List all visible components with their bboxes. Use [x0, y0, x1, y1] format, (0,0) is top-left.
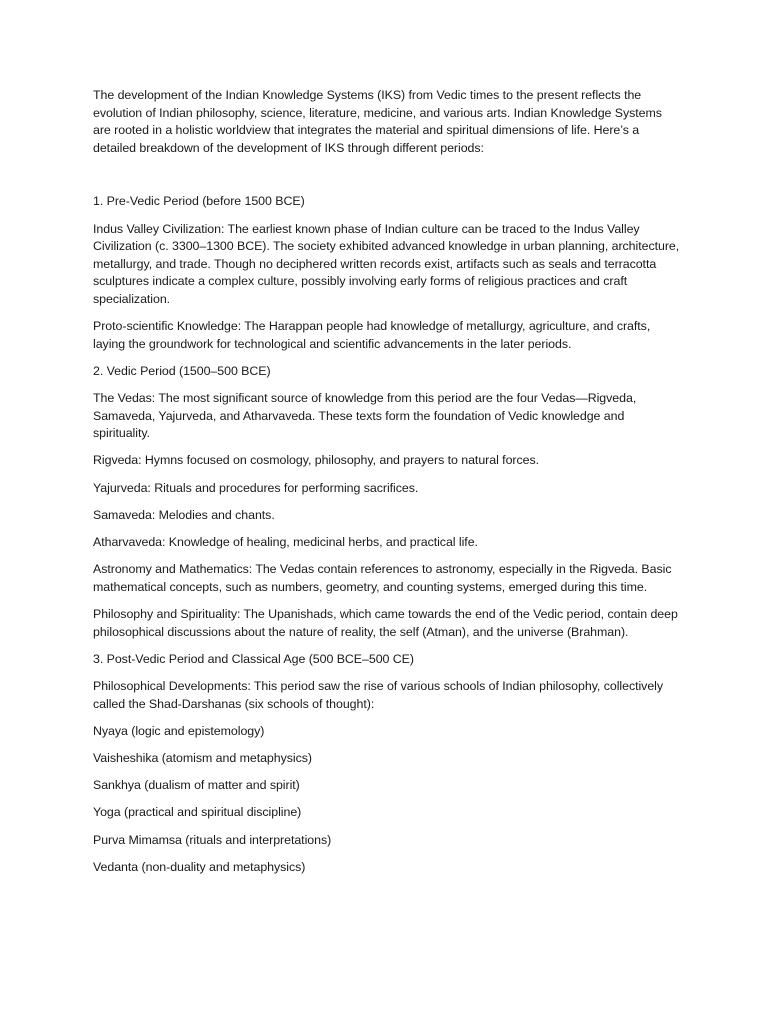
- section-heading-pre-vedic: 1. Pre-Vedic Period (before 1500 BCE): [93, 194, 305, 209]
- paragraph: Samaveda: Melodies and chants.: [93, 507, 275, 522]
- paragraph: Atharvaveda: Knowledge of healing, medicinal herbs, and practical life.: [93, 535, 478, 550]
- document-page: [93, 87, 683, 886]
- list-item: Purva Mimamsa (rituals and interpretations): [93, 832, 332, 847]
- list-item: Vaisheshika (atomism and metaphysics): [93, 750, 312, 765]
- paragraph: Rigveda: Hymns focused on cosmology, philosophy, and prayers to natural forces.: [93, 453, 540, 468]
- paragraph: Proto-scientific Knowledge: The Harappan people had knowledge of metallurgy, agriculture, and crafts, laying the groundwork for technological and scientific advancements in the later periods.: [93, 319, 651, 351]
- list-item: Yoga (practical and spiritual discipline): [93, 805, 302, 820]
- list-item: Nyaya (logic and epistemology): [93, 723, 265, 738]
- paragraph: Indus Valley Civilization: The earliest known phase of Indian culture can be traced to the Indus Valley Civilization (c. 3300–1300 BCE). The society exhibited advanced knowledge in urban planning, architecture, metallurgy, and trade. Though no deciphered written records exist, artifacts such as seals and terracotta sculptures indicate a complex culture, possibly involving early forms of religious practices and craft specialization.: [93, 221, 680, 306]
- list-item: Vedanta (non-duality and metaphysics): [93, 859, 306, 874]
- intro-paragraph: The development of the Indian Knowledge Systems (IKS) from Vedic times to the present reflects the evolution of Indian philosophy, science, literature, medicine, and various arts. Indian Knowledge Systems are rooted in a holistic worldview that integrates the material and spiritual dimensions of life. Here’s a detailed breakdown of the development of IKS through different periods:: [93, 88, 662, 155]
- section-heading-vedic: 2. Vedic Period (1500–500 BCE): [93, 363, 271, 378]
- list-item: Sankhya (dualism of matter and spirit): [93, 778, 300, 793]
- paragraph: Astronomy and Mathematics: The Vedas contain references to astronomy, especially in the Rigveda. Basic mathematical concepts, such as numbers, geometry, and counting systems, emerged during this time.: [93, 562, 672, 594]
- paragraph: Philosophy and Spirituality: The Upanishads, which came towards the end of the Vedic period, contain deep philosophical discussions about the nature of reality, the self (Atman), and the universe (Brahman).: [93, 607, 678, 639]
- paragraph: The Vedas: The most significant source of knowledge from this period are the four Vedas—Rigveda, Samaveda, Yajurveda, and Atharvaveda. These texts form the foundation of Vedic knowledge and spirituality.: [93, 391, 637, 441]
- paragraph: Philosophical Developments: This period saw the rise of various schools of Indian philosophy, collectively called the Shad-Darshanas (six schools of thought):: [93, 678, 664, 711]
- paragraph: Yajurveda: Rituals and procedures for performing sacrifices.: [93, 480, 419, 495]
- section-heading-post-vedic: 3. Post-Vedic Period and Classical Age (500 BCE–500 CE): [93, 651, 414, 666]
